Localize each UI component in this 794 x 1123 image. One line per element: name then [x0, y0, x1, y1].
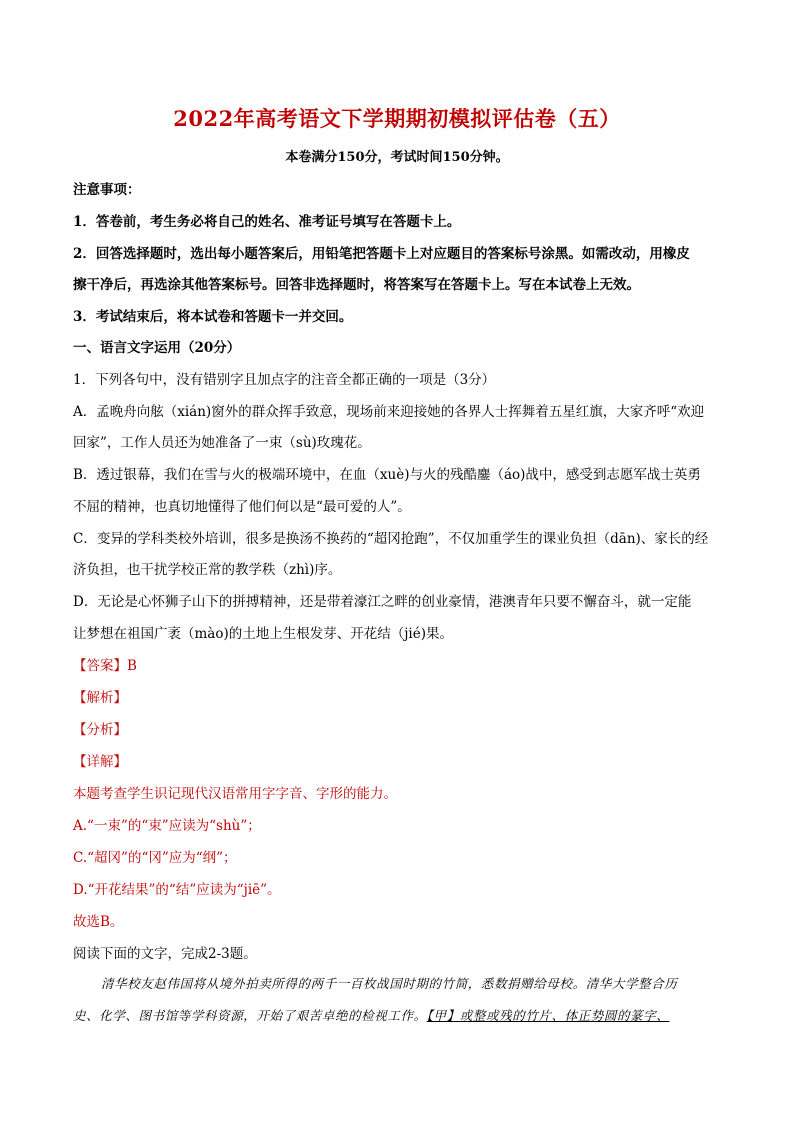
question-1-stem: 1．下列各句中，没有错别字且加点字的注音全都正确的一项是（3分）	[73, 372, 496, 388]
notice-item-1: 1．答卷前，考生务必将自己的姓名、准考证号填写在答题卡上。	[73, 214, 461, 230]
answer-point-d: D.“开花结果”的“结”应读为“jiē”。	[73, 882, 281, 898]
answer-point-c: C.“超冈”的“冈”应为“纲”；	[73, 850, 237, 866]
option-b-line-2: 不屈的精神，也真切地懂得了他们何以是“最可爱的人”。	[73, 499, 411, 515]
answer-conclusion: 故选B。	[73, 914, 124, 930]
passage-line-2	[73, 1006, 723, 1024]
option-d-line-1: D．无论是心怀狮子山下的拼搏精神，还是带着濠江之畔的创业豪情，港澳青年只要不懈奋斗，就一定能	[73, 594, 692, 610]
option-a-line-2: 回家”，工作人员还为她准备了一束（sù)玫瑰花。	[73, 435, 371, 451]
option-d-line-2: 让梦想在祖国广袤（mào)的土地上生根发芽、开花结（jié)果。	[73, 626, 454, 642]
passage-underlined-text: 或整或残的竹片、体正势圆的篆字、	[459, 1008, 670, 1023]
fenxi-label: 【分析】	[73, 722, 127, 738]
notice-heading: 注意事项：	[73, 182, 141, 198]
option-c-line-1: C．变异的学科类校外培训，很多是换汤不换药的“超冈抢跑”，不仅加重学生的课业负担（dān)、家长的经	[73, 531, 709, 547]
option-a-line-1: A．孟晚舟向舷（xián)窗外的群众挥手致意，现场前来迎接她的各界人士挥舞着五星红旗，大家齐呼“欢迎	[73, 404, 705, 420]
option-c-line-2: 济负担，也干扰学校正常的教学秩（zhì)序。	[73, 562, 342, 578]
option-b-line-1: B．透过银幕，我们在雪与火的极端环境中，在血（xuè)与火的残酷鏖（áo)战中，感受到志愿军战士英勇	[73, 467, 701, 483]
answer-point-a: A.“一束”的“束”应读为“shù”；	[73, 818, 261, 834]
notice-item-2-line-1: 2．回答选择题时，选出每小题答案后，用铅笔把答题卡上对应题目的答案标号涂黑。如需改动，用橡皮	[73, 246, 690, 262]
passage-marker-jia: 【甲】	[426, 1008, 460, 1023]
passage-line-2-text: 史、化学、图书馆等学科资源，开始了艰苦卓绝的检视工作。	[73, 1008, 427, 1023]
passage-line-1: 清华校友赵伟国将从境外拍卖所得的两千一百枚战国时期的竹简，悉数捐赠给母校。清华大学整合历	[101, 976, 678, 991]
answer-intro: 本题考查学生识记现代汉语常用字字音、字形的能力。	[73, 786, 397, 802]
detail-label: 【详解】	[73, 754, 127, 770]
exam-title: 2022年高考语文下学期期初模拟评估卷（五）	[173, 106, 621, 131]
exam-subtitle: 本卷满分150分，考试时间150分钟。	[285, 150, 509, 165]
answer-label: 【答案】B	[73, 658, 137, 674]
notice-item-3: 3．考试结束后，将本试卷和答题卡一并交回。	[73, 309, 353, 325]
reading-instruction: 阅读下面的文字，完成2-3题。	[73, 946, 257, 962]
notice-item-2-line-2: 擦干净后，再选涂其他答案标号。回答非选择题时，将答案写在答题卡上。写在本试卷上无效。	[73, 277, 640, 293]
section-heading: 一、语言文字运用（20分）	[73, 340, 241, 356]
analysis-label: 【解析】	[73, 690, 127, 706]
